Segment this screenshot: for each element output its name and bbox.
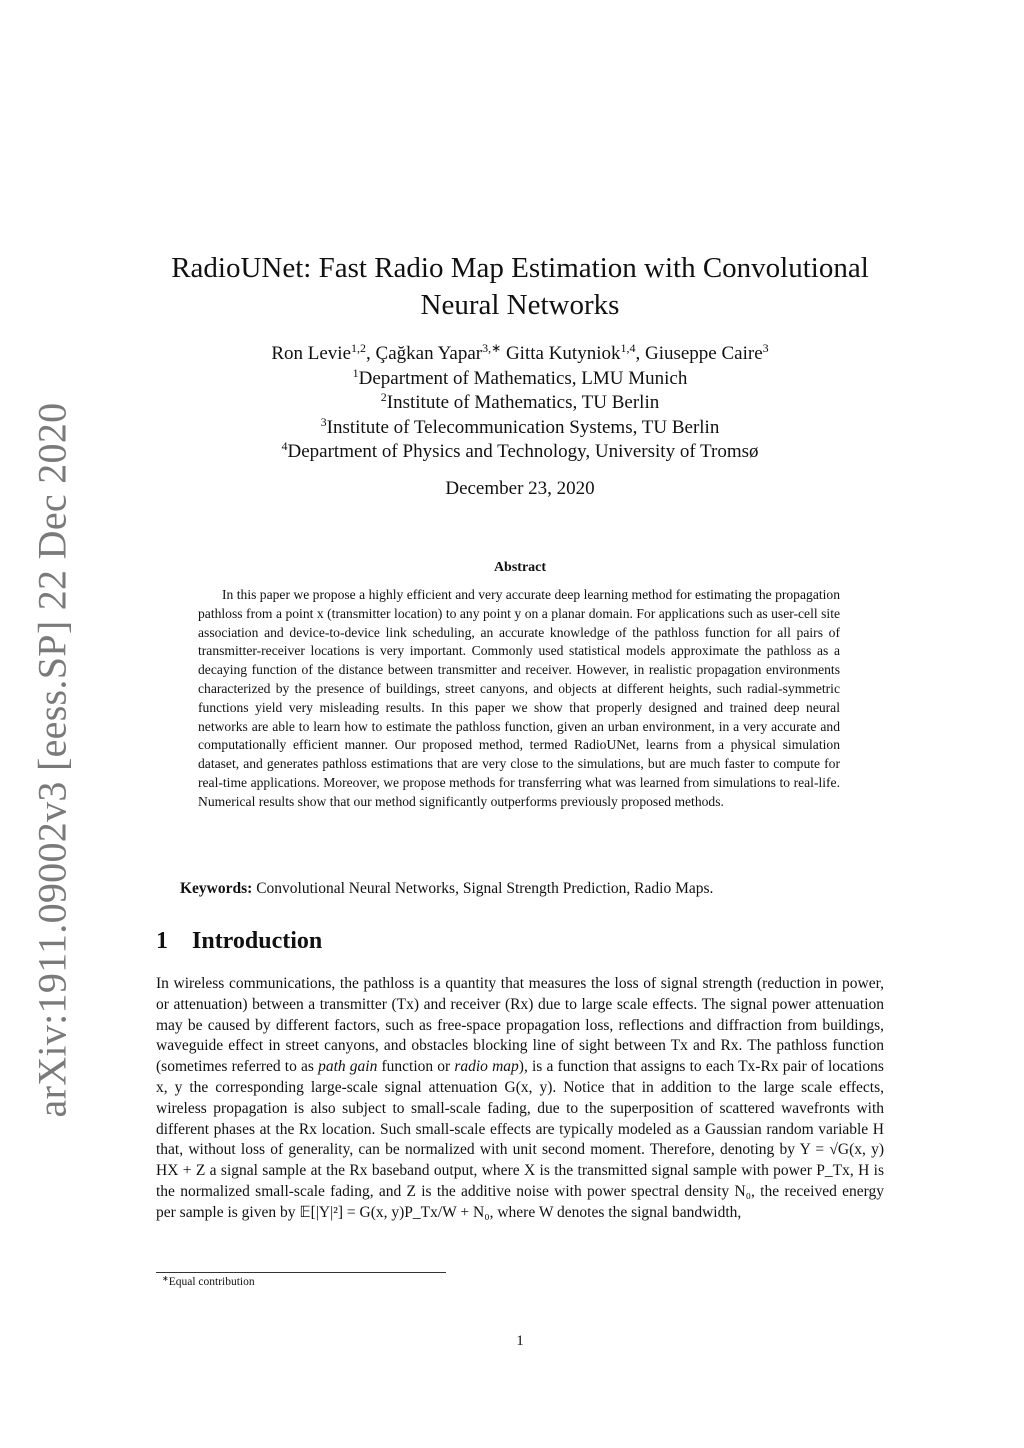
affiliation-mark: 2 bbox=[380, 390, 387, 404]
author-list bbox=[150, 342, 890, 367]
author-name: Gitta Kutyniok bbox=[505, 343, 621, 364]
author-separator: , bbox=[635, 343, 645, 364]
author-affiliation-mark: 3 bbox=[762, 341, 769, 355]
intro-emphasis: path gain bbox=[318, 1058, 378, 1076]
footnote-text: Equal contribution bbox=[168, 1276, 255, 1288]
affiliation bbox=[150, 391, 890, 416]
affiliation-mark: 3 bbox=[320, 414, 327, 429]
publication-date: December 23, 2020 bbox=[445, 478, 595, 499]
footnote bbox=[162, 1276, 255, 1288]
intro-text: In wireless communications, the pathloss is a quantity that measures the loss of signal strength (reduction in power, or attenuation) between a transmitter (Tx) and receiver (Rx) due to large scale effects. The signal power attenuation may be caused by different factors, such as free-space propagation loss, reflections and diffraction from buildings, waveguide effect in street canyons, and obstacles blocking line of sight between Tx and Rx. The pathloss function (sometimes referred to as bbox=[156, 975, 884, 1076]
section-heading bbox=[156, 928, 322, 955]
affiliation-text: Institute of Mathematics, TU Berlin bbox=[386, 392, 660, 413]
arxiv-identifier: arXiv:1911.09002v3 [eess.SP] 22 Dec 2020 bbox=[29, 402, 75, 1118]
author-name: Giuseppe Caire bbox=[644, 343, 763, 364]
footnote-mark: ∗ bbox=[162, 1274, 169, 1283]
keywords bbox=[180, 880, 880, 898]
authors-block bbox=[150, 342, 890, 465]
affiliation bbox=[150, 367, 890, 392]
footnote-divider bbox=[156, 1272, 446, 1273]
keywords-text: Convolutional Neural Networks, Signal Strength Prediction, Radio Maps. bbox=[256, 880, 714, 897]
affiliation-text: Department of Physics and Technology, University of Tromsø bbox=[287, 441, 759, 462]
affiliation-text: Institute of Telecommunication Systems, TU Berlin bbox=[326, 416, 720, 438]
intro-text: function or bbox=[377, 1058, 455, 1076]
author-name: Çağkan Yapar bbox=[375, 343, 483, 364]
title-line-2: Neural Networks bbox=[420, 289, 620, 321]
author-name: Ron Levie bbox=[271, 343, 352, 364]
author-affiliation-mark: 1,4 bbox=[620, 341, 636, 355]
paper-title bbox=[150, 250, 890, 324]
introduction-paragraph bbox=[156, 974, 884, 1224]
affiliation bbox=[150, 440, 890, 465]
abstract-text: In this paper we propose a highly efficient and very accurate deep learning method for estimating the propagation pathloss from a point x (transmitter location) to any point y on a planar domain. For applications such as user-cell site association and device-to-device link scheduling, an accurate knowledge of the pathloss function for all pairs of transmitter-receiver locations is very important. Commonly used statistical models approximate the pathloss as a decaying function of the distance between transmitter and receiver. However, in realistic propagation environments characterized by the presence of buildings, street canyons, and objects at different heights, such radial-symmetric functions yield very misleading results. In this paper we show that properly designed and trained deep neural networks are able to learn how to estimate the pathloss function, given an urban environment, in a very accurate and computationally efficient manner. Our proposed method, termed RadioUNet, learns from a physical simulation dataset, and generates pathloss estimations that are very close to the simulations, but are much faster to compute for real-time applications. Moreover, we propose methods for transferring what was learned from simulations to real-life. Numerical results show that our method significantly outperforms previously proposed methods. bbox=[198, 587, 840, 809]
abstract-heading: Abstract bbox=[493, 560, 547, 575]
page-number: 1 bbox=[516, 1333, 524, 1349]
title-line-1: RadioUNet: Fast Radio Map Estimation with Convolutional bbox=[171, 252, 869, 284]
affiliation-text: Department of Mathematics, LMU Munich bbox=[358, 367, 688, 389]
keywords-label: Keywords: bbox=[180, 880, 253, 897]
author-affiliation-mark: 3,∗ bbox=[482, 341, 502, 355]
section-title: Introduction bbox=[192, 928, 323, 954]
intro-emphasis: radio map bbox=[454, 1058, 519, 1076]
author-separator: , bbox=[366, 343, 376, 364]
author-affiliation-mark: 1,2 bbox=[351, 341, 367, 355]
affiliation bbox=[150, 416, 890, 441]
section-number: 1 bbox=[156, 928, 168, 954]
affiliation-mark: 1 bbox=[352, 365, 359, 380]
intro-text: ), is a function that assigns to each Tx-Rx pair of locations x, y the corresponding large-scale signal attenuation G(x, y). Notice that in addition to the large scale effects, wireless propagation is also subject to small-scale fading, due to the superposition of scattered wavefronts with different phases at the Rx location. Such small-scale effects are typically modeled as a Gaussian random variable H that, without loss of generality, can be normalized with unit second moment. Therefore, denoting by Y = √G(x, y) HX + Z a signal sample at the Rx baseband output, where X is the transmitted signal sample with power P_Tx, H is the normalized small-scale fading, and Z is the additive noise with power spectral density N₀, the received energy per sample is given by 𝔼[|Y|²] = G(x, y)P_Tx/W + N₀, where W denotes the signal bandwidth, bbox=[156, 1058, 884, 1221]
affiliation-mark: 4 bbox=[281, 439, 288, 453]
